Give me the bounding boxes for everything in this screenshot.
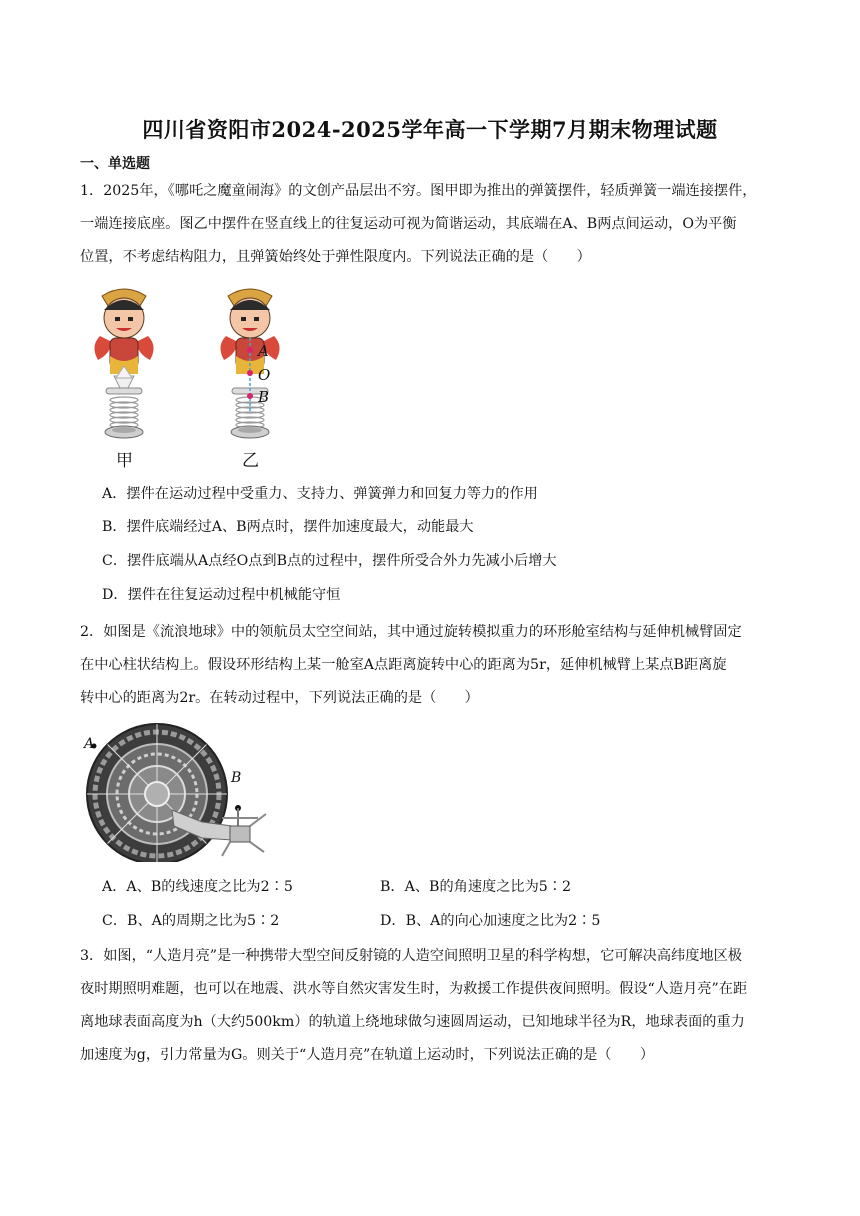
station-point-a-label: A (84, 736, 95, 752)
question-1-text (80, 175, 780, 274)
q2-figure (82, 722, 272, 862)
q2-option-b[interactable]: B．A、B的角速度之比为5∶2 (380, 879, 572, 895)
q3-line-1: 3．如图，“人造月亮”是一种携带大型空间反射镜的人造空间照明卫星的科学构想，它可解决高纬度地区极 (80, 948, 742, 964)
point-b-label: B (258, 388, 270, 406)
q2-option-c[interactable]: C．B、A的周期之比为5∶2 (102, 913, 280, 929)
q2-line-1: 2．如图是《流浪地球》中的领航员太空空间站，其中通过旋转模拟重力的环形舱室结构与延伸机械臂固定 (80, 624, 742, 640)
ornament-jia (94, 289, 153, 438)
q1-option-b[interactable]: B．摆件底端经过A、B两点时，摆件加速度最大，动能最大 (102, 519, 474, 535)
q1-option-c[interactable]: C．摆件底端从A点经O点到B点的过程中，摆件所受合外力先减小后增大 (102, 553, 557, 569)
figure-label-jia: 甲 (116, 451, 133, 471)
q1-line-3: 位置，不考虑结构阻力，且弹簧始终处于弹性限度内。下列说法正确的是（ ） (80, 249, 591, 265)
q2-option-a[interactable]: A．A、B的线速度之比为2∶5 (102, 879, 293, 895)
q1-option-a[interactable]: A．摆件在运动过程中受重力、支持力、弹簧弹力和回复力等力的作用 (102, 486, 538, 502)
q2-line-2: 在中心柱状结构上。假设环形结构上某一舱室A点距离旋转中心的距离为5r，延伸机械臂上某点B距离旋 (80, 657, 727, 673)
q1-line-2: 一端连接底座。图乙中摆件在竖直线上的往复运动可视为简谐运动，其底端在A、B两点间运动，O为平衡 (80, 216, 737, 232)
ornament-yi (220, 289, 279, 438)
point-a-label: A (258, 342, 269, 360)
q3-line-2: 夜时期照明难题，也可以在地震、洪水等自然灾害发生时，为救援工作提供夜间照明。假设“人造月亮”在距 (80, 981, 748, 997)
station-point-b-label: B (231, 770, 242, 786)
q2-line-3: 转中心的距离为2r。在转动过程中，下列说法正确的是（ ） (80, 690, 479, 706)
q3-line-3: 离地球表面高度为h（大约500km）的轨道上绕地球做匀速圆周运动，已知地球半径为R，地球表面的重力 (80, 1014, 745, 1030)
question-3-text (80, 940, 780, 1072)
q3-line-4: 加速度为g，引力常量为G。则关于“人造月亮”在轨道上运动时，下列说法正确的是（ ） (80, 1047, 655, 1063)
point-o-label: O (258, 366, 271, 384)
section-heading: 一、单选题 (80, 156, 150, 172)
q2-option-d[interactable]: D．B、A的向心加速度之比为2∶5 (380, 913, 601, 929)
q1-line-1: 1．2025年，《哪吒之魔童闹海》的文创产品层出不穷。图甲即为推出的弹簧摆件，轻质弹簧一端连接摆件， (80, 183, 757, 199)
figure-label-yi: 乙 (242, 451, 259, 471)
q1-option-d[interactable]: D．摆件在往复运动过程中机械能守恒 (102, 587, 341, 603)
question-2-text (80, 616, 780, 715)
page-title: 四川省资阳市2024-2025学年高一下学期7月期末物理试题 (142, 117, 718, 142)
